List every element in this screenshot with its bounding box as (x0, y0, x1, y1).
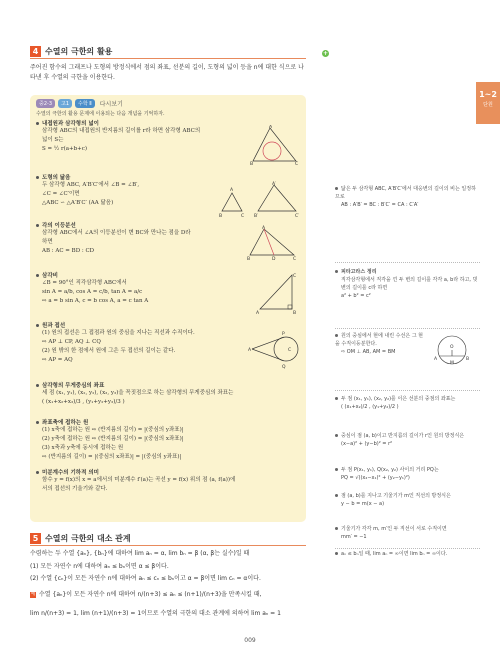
topic-formula: ( (x₁+x₂+x₃)/3 , (y₁+y₂+y₃)/3 ) (42, 399, 125, 405)
similar-triangles-figure (218, 181, 304, 219)
sidenote-divider (335, 262, 480, 263)
label-A: A (230, 188, 234, 193)
label-C: C (288, 348, 292, 353)
tag-subject: 수학 Ⅱ (75, 99, 95, 108)
topic-tangent-axes (36, 418, 300, 462)
sidenote-infinity: aₙ ≤ bₙ일 때, lim aₙ = ∞이면 lim bₙ = ∞이다. (335, 550, 480, 558)
review-intro: 수열의 극한의 활용 문제에 이용되는 다음 개념을 기억하자. (36, 111, 165, 117)
topic-line: 서의 접선의 기울기와 같다. (42, 486, 108, 492)
topic-title: 삼각형의 무게중심의 좌표 (42, 383, 105, 389)
sidenote-divider (335, 328, 480, 329)
label-C: C (295, 162, 299, 165)
incircle-figure (250, 125, 300, 165)
topic-title: 도형의 닮음 (42, 175, 71, 181)
topic-line: 넓이 S는 (42, 137, 64, 143)
section-5-note (30, 590, 306, 600)
chord-figure (432, 334, 474, 370)
label-Q: Q (282, 365, 286, 369)
label-B: B (466, 357, 470, 362)
sidenote-similarity: 닮은 두 삼각형 ABC, A′B′C′에서 대응변의 길이의 비는 일정하므로 AB : A′B′ = BC : B′C′ = CA : C′A′ (335, 186, 476, 208)
review-tags (36, 99, 123, 108)
label-B: B (247, 257, 251, 261)
section-4-header (30, 44, 112, 58)
section-5-intro: 수렴하는 두 수열 {aₙ}, {bₙ}에 대하여 lim aₙ = α, lim bₙ = β (α, β는 실수)일 때 (30, 550, 250, 557)
chapter-tab-number: 1~2 (479, 90, 497, 99)
section-title: 수열의 극한의 대소 관계 (45, 533, 131, 543)
tag-grade: 중2-3 (36, 99, 55, 108)
topic-formula: AB : AC = BD : CD (42, 248, 95, 254)
section-rule (30, 545, 306, 546)
section-rule (30, 58, 306, 59)
label-O: O (450, 345, 454, 350)
label-B: B (250, 162, 254, 165)
topic-line: (2) 원 밖의 한 점에서 원에 그은 두 접선의 길이는 같다. (42, 348, 176, 354)
label-A: A (262, 226, 266, 231)
topic-line: 세 점 (x₁, y₁), (x₂, y₂), (x₃, y₃)을 꼭짓점으로 하는 삼각형의 무게중심의 좌표는 (42, 390, 234, 396)
topic-line: (1) x축에 접하는 원 ⇨ (반지름의 길이) = |(중심의 y좌표)| (42, 427, 184, 433)
label-A: A (269, 125, 273, 130)
topic-title: 원과 접선 (42, 323, 66, 329)
sidenote-circle-equation: 중심이 점 (a, b)이고 반지름의 길이가 r인 원의 방정식은 (x−a)² + (y−b)² = r² (335, 432, 480, 448)
chapter-tab[interactable] (476, 82, 500, 124)
topic-title: 삼각비 (42, 273, 58, 279)
sidenote-pythagoras: 피타고라스 정리 직각삼각형에서 직각을 낀 두 변의 길이를 각각 a, b라 하고, 빗변의 길이를 c라 하면 a² + b² = c² (335, 268, 480, 300)
label-D: D (272, 257, 276, 261)
tangent-figure (248, 329, 302, 369)
topic-line: 삼각형 ABC에서 ∠A의 이등분선이 변 BC와 만나는 점을 D라 (42, 230, 191, 236)
label-C: C (293, 257, 297, 261)
label-M: M (450, 361, 454, 366)
topic-line: ∠B = 90°인 직각삼각형 ABC에서 (42, 280, 127, 286)
sidenote-midpoint: 두 점 (x₁, y₁), (x₂, y₂)를 이은 선분의 중점의 좌표는 ( (x₁+x₂)/2 , (y₁+y₂)/2 ) (335, 395, 480, 411)
label-A: A (434, 357, 438, 362)
topic-centroid (36, 381, 300, 407)
sidenote-distance: 두 점 P(x₁, y₁), Q(x₂, y₂) 사이의 거리 PQ는 PQ = √((x₂−x₁)² + (y₂−y₁)²) (335, 466, 480, 482)
label-B: B (219, 214, 223, 219)
sidenote-line-equation: 점 (a, b)를 지나고 기울기가 m인 직선의 방정식은 y − b = m(x − a) (335, 492, 480, 508)
sidenote-divider (335, 548, 480, 549)
page-number: 009 (244, 637, 256, 644)
section-5-item-1: (1) 모든 자연수 n에 대하여 aₙ ≤ bₙ이면 α ≤ β이다. (30, 563, 169, 570)
label-C2: C′ (295, 214, 300, 219)
topic-line: 함수 y = f(x)의 x = a에서의 미분계수 f′(a)는 곡선 y = f(x) 위의 점 (a, f(a))에 (42, 477, 236, 483)
topic-line: 삼각형 ABC의 내접원의 반지름의 길이를 r라 하면 삼각형 ABC의 (42, 128, 201, 134)
topic-line: 하면 (42, 239, 53, 245)
label-B2: B′ (254, 214, 259, 219)
topic-formula: ⇨ AP = AQ (42, 357, 73, 363)
bisector-figure (246, 225, 300, 261)
tag-review-title: 다시보기 (99, 101, 123, 108)
topic-title: 미분계수의 기하적 의미 (42, 470, 99, 476)
topic-line: (3) x축과 y축에 동시에 접하는 원 (42, 445, 124, 451)
section-5-note-2: lim n/(n+3) = 1, lim (n+1)/(n+3) = 1이므로 수열의 극한의 대소 관계에 의하여 lim aₙ = 1 (30, 610, 281, 617)
section-number: 5 (30, 533, 41, 544)
label-P: P (282, 332, 285, 337)
section-title: 수열의 극한의 활용 (45, 46, 113, 56)
topic-formula: sin A = a/b, cos A = c/b, tan A = a/c (42, 289, 143, 295)
topic-title: 좌표축에 접하는 원 (42, 420, 89, 426)
topic-line: (1) 원의 접선은 그 접점과 원의 중심을 지나는 직선과 수직이다. (42, 330, 195, 336)
topic-line: (2) y축에 접하는 원 ⇨ (반지름의 길이) = |(중심의 x좌표)| (42, 436, 184, 442)
topic-title: 내접원과 삼각형의 넓이 (42, 121, 99, 127)
topic-formula: ⇨ a = b sin A, c = b cos A, a = c tan A (42, 298, 149, 304)
label-A: A (248, 348, 252, 353)
example-icon: 예 (30, 591, 36, 597)
topic-formula: S = ½ r(a+b+c) (42, 146, 87, 152)
chapter-tab-label: 단원 (483, 102, 493, 108)
label-A2: A′ (272, 182, 277, 187)
plus-icon: + (322, 50, 329, 57)
note-text: 수열 {aₙ}이 모든 자연수 n에 대하여 n/(n+3) ≤ aₙ ≤ (n+1)/(n+3)을 만족시킬 때, (39, 591, 262, 598)
topic-line: 두 삼각형 ABC, A′B′C′에서 ∠B = ∠B′, (42, 182, 140, 188)
topic-formula: ⇨ (반지름의 길이) = |(중심의 x좌표)| = |(중심의 y좌표)| (42, 454, 182, 460)
topic-formula: ⇨ AP ⊥ CP, AQ ⊥ CQ (42, 339, 101, 345)
sidenote-perpendicular: 기울기가 각각 m, m′인 두 직선이 서로 수직이면 mm′ = −1 (335, 525, 480, 541)
label-C: C (241, 214, 245, 219)
section-number: 4 (30, 46, 41, 57)
review-box (30, 95, 306, 522)
topic-title: 각의 이등분선 (42, 223, 76, 229)
sidenote-divider (335, 390, 480, 391)
label-A: A (256, 311, 260, 315)
topic-formula: △ABC ∽ △A′B′C′ (AA 닮음) (42, 200, 114, 206)
label-B: B (293, 311, 297, 315)
section-4-body: 주어진 함수의 그래프나 도형의 방정식에서 점의 좌표, 선분의 길이, 도형의 넓이 등을 n에 대한 식으로 나타낸 후 수열의 극한을 이용한다. (30, 64, 304, 81)
label-C: C (293, 274, 297, 279)
tag-level: 고1 (58, 99, 72, 108)
section-5-header (30, 531, 131, 545)
topic-derivative (36, 468, 300, 494)
section-5-item-2: (2) 수열 {cₙ}이 모든 자연수 n에 대하여 aₙ ≤ cₙ ≤ bₙ이고 α = β이면 lim cₙ = α이다. (30, 575, 261, 582)
sidenote-chord: 원의 중심에서 현에 내린 수선은 그 현을 수직이등분한다. ⇨ OM ⊥ AB, AM = BM (335, 333, 423, 355)
topic-line: ∠C = ∠C′이면 (42, 191, 80, 197)
right-triangle-figure (256, 271, 300, 315)
